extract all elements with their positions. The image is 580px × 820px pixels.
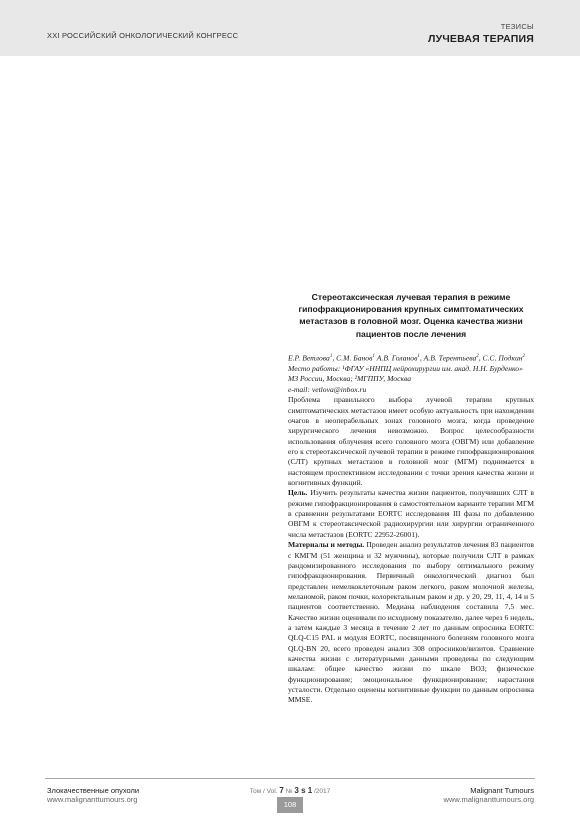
aim-paragraph: Цель. Изучить результаты качества жизни пациентов, получивших СЛТ в режиме гипофракционирования в самостоятельном варианте терапии МГМ в сравнении результатами EORTC исследования III фазы по добавлению ОВГМ к стереотаксической радиохирургии или хирургии ограниченного числа метастазов (EORTC 22952-26001). bbox=[288, 488, 534, 539]
section-heading bbox=[428, 22, 534, 45]
congress-name: XXI РОССИЙСКИЙ ОНКОЛОГИЧЕСКИЙ КОНГРЕСС bbox=[47, 31, 239, 40]
author: А.В. Терентьева bbox=[423, 353, 477, 363]
intro-paragraph: Проблема правильного выбора лучевой терапии крупных симптоматических метастазов имеет особую актуальность при нахождении очагов в неоперабельных зонах головного мозга, когда проведение хирургического лечения невозможно. Вопрос целесообразности использования облучения всего головного мозга (ОВГМ) или добавление его к стереотаксической лучевой терапии в режиме гипофракционирования (СЛТ) крупных метастазов в головной мозг (МГМ) поднимается в настоящем проспективном исследовании с точки зрения качества жизни и когнитивных функций. bbox=[288, 395, 534, 488]
article-meta bbox=[288, 352, 534, 396]
contact-email[interactable]: e-mail: vetlova@inbox.ru bbox=[288, 384, 367, 394]
author: С.С. Подкин bbox=[482, 353, 523, 363]
journal-name-ru: Злокачественные опухоли bbox=[47, 786, 140, 795]
author: Е.Р. Ветлова bbox=[288, 353, 330, 363]
methods-label: Материалы и методы. bbox=[288, 540, 365, 550]
footer-right bbox=[444, 786, 534, 804]
page-header bbox=[0, 0, 580, 56]
author: С.М. Банов bbox=[336, 353, 373, 363]
abstract-article bbox=[288, 291, 534, 706]
footer-divider bbox=[45, 778, 535, 779]
author-list: Е.Р. Ветлова$^1$, С.М. Банов$^1$ А.В. Голанов$^1$, А.В. Терентьева$^2$, С.С. Подкин$^2$ bbox=[288, 353, 526, 363]
article-body bbox=[288, 395, 534, 705]
workplace: Место работы: ¹ФГАУ «ННПЦ нейрохирургии им. акад. Н.Н. Бурденко» МЗ России, Москва; ²МГППУ, Москва bbox=[288, 363, 523, 384]
section-label: ТЕЗИСЫ bbox=[500, 22, 534, 31]
aim-label: Цель. bbox=[288, 488, 308, 498]
author: А.В. Голанов bbox=[376, 353, 418, 363]
section-title: ЛУЧЕВАЯ ТЕРАПИЯ bbox=[428, 33, 534, 45]
article-title: Стереотаксическая лучевая терапия в режиме гипофракционирования крупных симптоматических метастазов в головной мозг. Оценка качества жизни пациентов после лечения bbox=[298, 292, 524, 339]
volume-info: Том / Vol. 7 № 3 s 1 /2017 bbox=[249, 786, 331, 795]
journal-url-left[interactable]: www.malignanttumours.org bbox=[47, 795, 138, 804]
journal-name-en: Malignant Tumours bbox=[470, 786, 534, 795]
journal-url-right[interactable]: www.malignanttumours.org bbox=[443, 795, 534, 804]
page-number: 108 bbox=[277, 797, 303, 813]
methods-paragraph: Материалы и методы. Проведен анализ результатов лечения 83 пациентов с КМГМ (51 женщина и 32 мужчины), которые получили СЛТ в рамках рандомизированного исследования по выбору оптимального режиму гипофракционирования. Первичный онкологический диагноз был представлен немелкоклеточным раком легкого, раком молочной железы, меланомой, раком почки, колоректальным раком и др. у 20, 29, 11, 4, 14 и 5 пациентов соответственно. Медиана наблюдения составила 7,5 мес. Качество жизни оценивали по исходному показателю, далее через 6 недель, а затем каждые 3 месяца в течение 2 лет по данным опросника EORTC QLQ-C15 PAL и модуля EORTC, посвященного болезням головного мозга QLQ-BN 20, всего проведен анализ 308 опросников/визитов. Сравнение качества жизни с литературными данными проведены по следующим шкалам: общее качество жизни по шкале ВОЗ; физическое функционирование; эмоциональное функционирование; нарастания усталости. Отдельно оценены когнитивные функции по данным опросника MMSE. bbox=[288, 540, 534, 705]
